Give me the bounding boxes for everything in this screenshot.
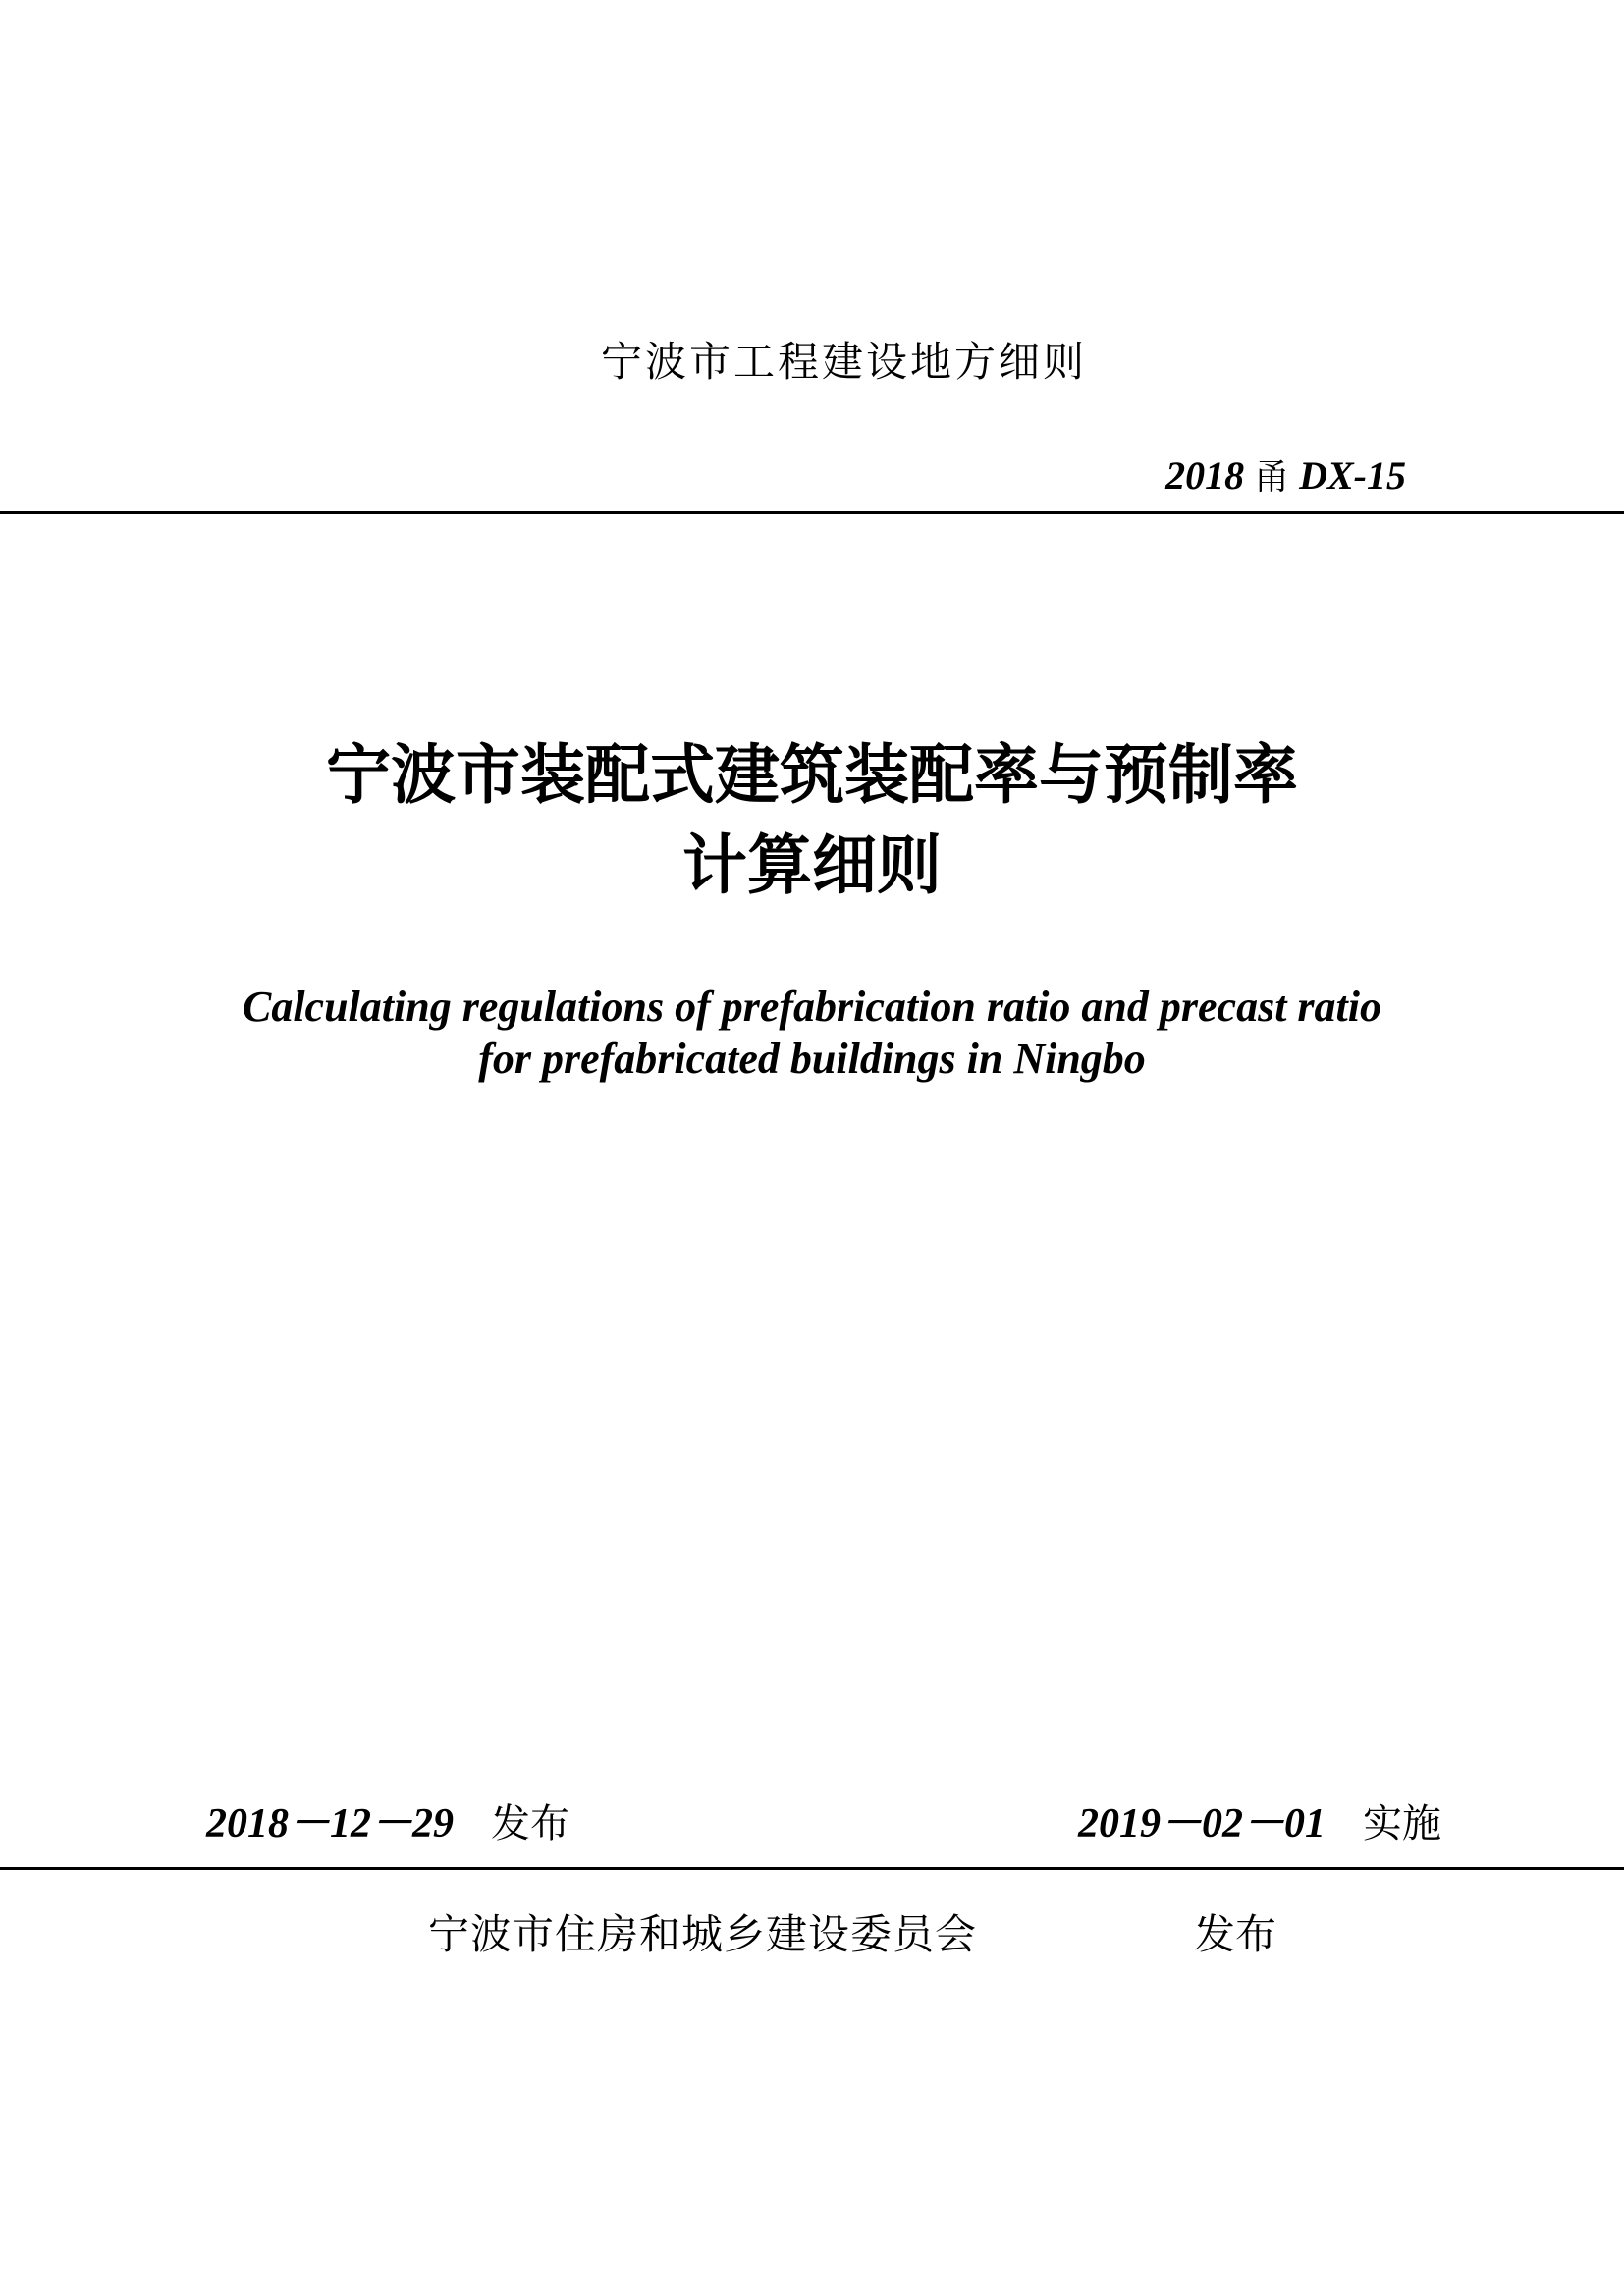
top-divider bbox=[0, 511, 1624, 514]
document-code-number: DX-15 bbox=[1299, 454, 1406, 498]
publisher-label: 发布 bbox=[1194, 1910, 1277, 1958]
document-code bbox=[1165, 450, 1406, 500]
issue-date bbox=[206, 1790, 569, 1849]
title-line-2: 计算细则 bbox=[682, 828, 942, 903]
implementation-date-value: 2019－02－01 bbox=[1078, 1801, 1326, 1846]
issue-date-label: 发布 bbox=[491, 1801, 570, 1846]
english-title-line-2: for prefabricated buildings in Ningbo bbox=[478, 1035, 1146, 1083]
document-series: 宁波市工程建设地方细则 bbox=[601, 338, 1088, 386]
implementation-date bbox=[1078, 1790, 1441, 1849]
title-line-1: 宁波市装配式建筑装配率与预制率 bbox=[326, 737, 1298, 813]
publisher-name: 宁波市住房和城乡建设委员会 bbox=[428, 1910, 978, 1958]
implementation-date-label: 实施 bbox=[1363, 1801, 1442, 1846]
document-code-year: 2018 bbox=[1165, 454, 1245, 498]
bottom-divider bbox=[0, 1867, 1624, 1870]
issue-date-value: 2018－12－29 bbox=[206, 1801, 455, 1846]
english-title-line-1: Calculating regulations of prefabrication ratio and precast ratio bbox=[242, 983, 1381, 1031]
document-code-city: 甬 bbox=[1254, 457, 1290, 498]
